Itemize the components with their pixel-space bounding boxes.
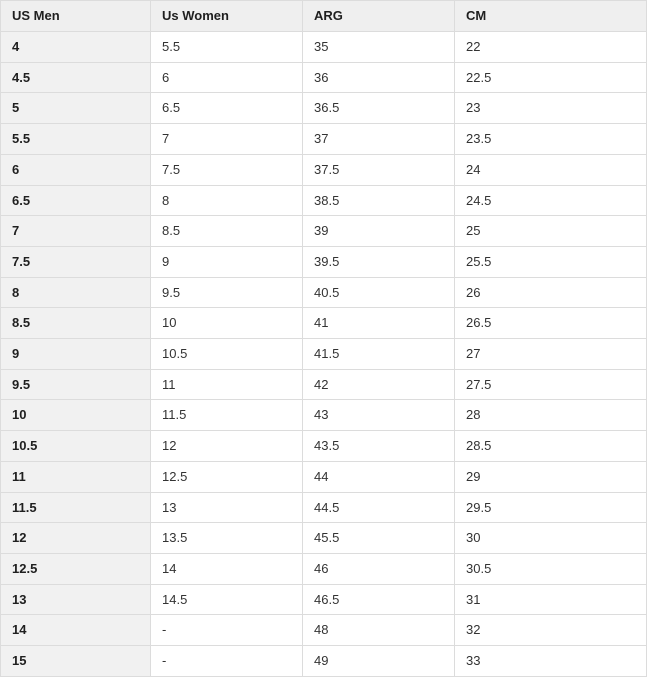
table-cell: 26 [455, 277, 647, 308]
table-cell: 49 [303, 646, 455, 677]
table-header [1, 1, 647, 32]
table-cell: 38.5 [303, 185, 455, 216]
table-cell: 35 [303, 32, 455, 63]
table-row [1, 216, 647, 247]
table-cell: 13.5 [151, 523, 303, 554]
table-cell: - [151, 615, 303, 646]
column-header-arg: ARG [303, 1, 455, 32]
table-cell: 31 [455, 584, 647, 615]
table-cell: 7 [151, 124, 303, 155]
table-row [1, 584, 647, 615]
table-cell: 32 [455, 615, 647, 646]
table-cell: 8 [151, 185, 303, 216]
table-cell-size-label: 7.5 [1, 246, 151, 277]
table-cell: 10 [151, 308, 303, 339]
table-row [1, 93, 647, 124]
table-cell: 41 [303, 308, 455, 339]
table-cell: 25.5 [455, 246, 647, 277]
table-row [1, 553, 647, 584]
table-cell: 39.5 [303, 246, 455, 277]
table-cell-size-label: 5 [1, 93, 151, 124]
table-cell-size-label: 9 [1, 339, 151, 370]
table-header-row [1, 1, 647, 32]
table-row [1, 124, 647, 155]
table-cell: 46.5 [303, 584, 455, 615]
table-cell-size-label: 13 [1, 584, 151, 615]
column-header-us-women: Us Women [151, 1, 303, 32]
table-cell: 6.5 [151, 93, 303, 124]
table-cell-size-label: 4 [1, 32, 151, 63]
table-cell: 8.5 [151, 216, 303, 247]
table-cell-size-label: 10.5 [1, 431, 151, 462]
table-cell-size-label: 6.5 [1, 185, 151, 216]
table-row [1, 32, 647, 63]
table-cell: 5.5 [151, 32, 303, 63]
table-cell: 7.5 [151, 154, 303, 185]
table-cell: 26.5 [455, 308, 647, 339]
table-cell: 27 [455, 339, 647, 370]
table-cell-size-label: 11 [1, 461, 151, 492]
column-header-us-men: US Men [1, 1, 151, 32]
table-cell: 36 [303, 62, 455, 93]
table-cell: 29 [455, 461, 647, 492]
table-cell: 24.5 [455, 185, 647, 216]
table-cell-size-label: 15 [1, 646, 151, 677]
table-cell: 42 [303, 369, 455, 400]
table-cell: - [151, 646, 303, 677]
table-row [1, 646, 647, 677]
table-cell: 23.5 [455, 124, 647, 155]
table-cell: 37.5 [303, 154, 455, 185]
table-cell: 41.5 [303, 339, 455, 370]
table-cell: 27.5 [455, 369, 647, 400]
table-cell: 37 [303, 124, 455, 155]
table-cell: 29.5 [455, 492, 647, 523]
table-cell: 39 [303, 216, 455, 247]
table-row [1, 461, 647, 492]
table-body [1, 32, 647, 677]
table-cell-size-label: 9.5 [1, 369, 151, 400]
table-cell: 45.5 [303, 523, 455, 554]
table-cell: 14 [151, 553, 303, 584]
table-cell: 36.5 [303, 93, 455, 124]
table-row [1, 277, 647, 308]
table-row [1, 185, 647, 216]
table-cell: 40.5 [303, 277, 455, 308]
table-cell-size-label: 4.5 [1, 62, 151, 93]
table-cell: 24 [455, 154, 647, 185]
column-header-cm: CM [455, 1, 647, 32]
table-cell: 13 [151, 492, 303, 523]
table-cell-size-label: 7 [1, 216, 151, 247]
table-cell: 30 [455, 523, 647, 554]
table-cell-size-label: 6 [1, 154, 151, 185]
table-row [1, 523, 647, 554]
table-cell: 44 [303, 461, 455, 492]
table-cell: 25 [455, 216, 647, 247]
table-row [1, 615, 647, 646]
table-row [1, 308, 647, 339]
table-cell: 6 [151, 62, 303, 93]
table-cell: 44.5 [303, 492, 455, 523]
table-cell-size-label: 12.5 [1, 553, 151, 584]
table-cell: 48 [303, 615, 455, 646]
table-cell: 46 [303, 553, 455, 584]
table-cell: 9.5 [151, 277, 303, 308]
table-cell: 9 [151, 246, 303, 277]
table-cell: 12.5 [151, 461, 303, 492]
table-cell: 33 [455, 646, 647, 677]
table-cell-size-label: 11.5 [1, 492, 151, 523]
table-cell: 23 [455, 93, 647, 124]
table-cell: 14.5 [151, 584, 303, 615]
table-cell: 10.5 [151, 339, 303, 370]
table-cell: 43.5 [303, 431, 455, 462]
table-cell: 30.5 [455, 553, 647, 584]
table-cell: 43 [303, 400, 455, 431]
table-row [1, 492, 647, 523]
table-cell-size-label: 8.5 [1, 308, 151, 339]
table-cell-size-label: 8 [1, 277, 151, 308]
table-cell: 12 [151, 431, 303, 462]
table-row [1, 154, 647, 185]
table-cell: 22.5 [455, 62, 647, 93]
table-cell: 22 [455, 32, 647, 63]
table-cell-size-label: 10 [1, 400, 151, 431]
table-cell: 28 [455, 400, 647, 431]
table-cell: 11 [151, 369, 303, 400]
table-row [1, 431, 647, 462]
table-cell-size-label: 14 [1, 615, 151, 646]
table-row [1, 339, 647, 370]
table-cell: 28.5 [455, 431, 647, 462]
table-row [1, 369, 647, 400]
table-cell-size-label: 5.5 [1, 124, 151, 155]
table-row [1, 400, 647, 431]
table-cell-size-label: 12 [1, 523, 151, 554]
table-cell: 11.5 [151, 400, 303, 431]
table-row [1, 246, 647, 277]
table-row [1, 62, 647, 93]
